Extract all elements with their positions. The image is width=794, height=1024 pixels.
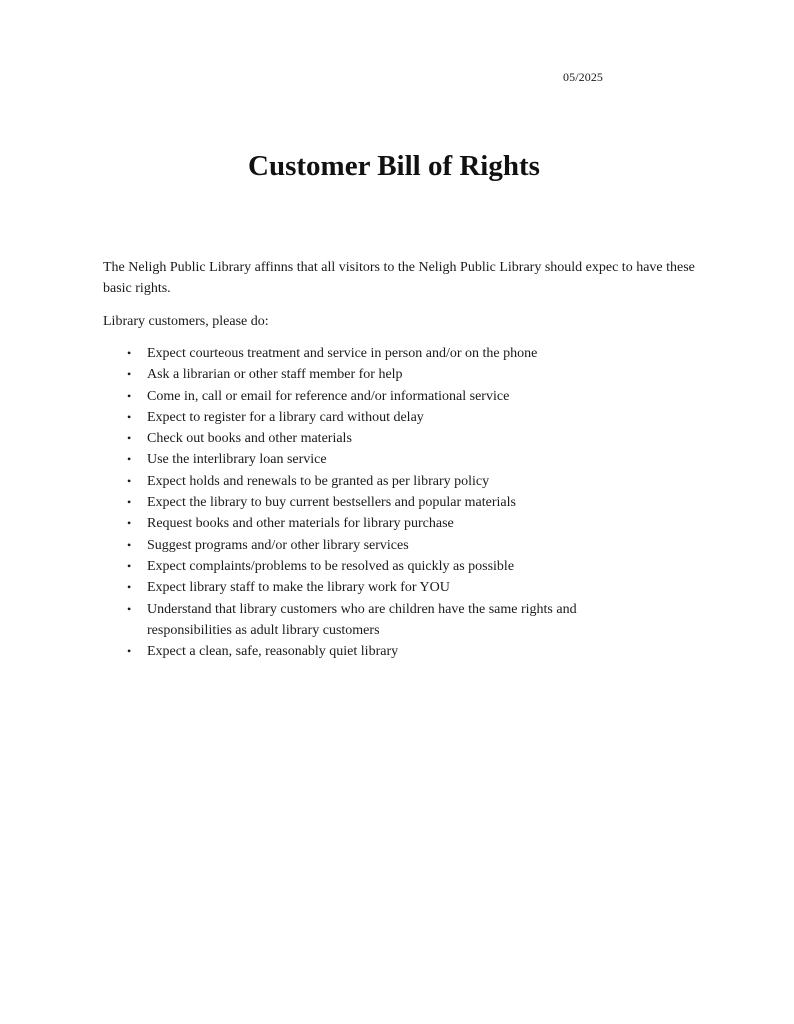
right-text: Expect to register for a library card without delay: [147, 409, 424, 425]
rights-list-item: [0, 513, 617, 534]
right-text: Request books and other materials for library purchase: [147, 516, 454, 532]
rights-list: [0, 343, 794, 662]
right-text: Expect a clean, safe, reasonably quiet library: [147, 644, 399, 660]
rights-list-item: [0, 471, 617, 492]
rights-list-item: [0, 343, 617, 364]
rights-list-item: [0, 407, 617, 428]
rights-list-item: [0, 556, 617, 577]
intro-paragraph: The Neligh Public Library affinns that all visitors to the Neligh Public Library should expec to have these basic rights.: [103, 260, 695, 296]
right-text: Understand that library customers who are children have the same rights and responsibilities as adult library customers: [147, 601, 577, 638]
rights-list-item: [0, 492, 617, 513]
rights-list-item: [0, 428, 617, 449]
document-title: Customer Bill of Rights: [248, 150, 540, 182]
right-text: Use the interlibrary loan service: [147, 452, 327, 468]
rights-list-item: [0, 449, 617, 470]
right-text: Suggest programs and/or other library services: [147, 537, 409, 553]
bullet-icon: •: [127, 558, 132, 573]
bullet-icon: •: [127, 601, 132, 616]
rights-list-item: [0, 599, 617, 642]
bullet-icon: •: [127, 537, 132, 552]
bullet-icon: •: [127, 452, 132, 467]
lead-in-text: Library customers, please do:: [103, 314, 269, 329]
right-text: Expect the library to buy current bestsellers and popular materials: [147, 495, 516, 511]
right-text: Check out books and other materials: [147, 431, 352, 447]
rights-list-item: [0, 535, 617, 556]
rights-list-item: [0, 364, 617, 385]
right-text: Come in, call or email for reference and/or informational service: [147, 388, 510, 404]
bullet-icon: •: [127, 495, 132, 510]
right-text: Expect courteous treatment and service in person and/or on the phone: [147, 346, 538, 361]
document-date: 05/2025: [563, 70, 604, 84]
right-text: Expect library staff to make the library work for YOU: [147, 580, 450, 596]
rights-list-item: [0, 641, 617, 662]
bullet-icon: •: [127, 644, 132, 659]
bullet-icon: •: [127, 367, 132, 382]
bullet-icon: •: [127, 580, 132, 595]
rights-list-item: [0, 386, 617, 407]
bullet-icon: •: [127, 516, 132, 531]
bullet-icon: •: [127, 388, 132, 403]
bullet-icon: •: [127, 431, 132, 446]
right-text: Ask a librarian or other staff member for help: [147, 367, 403, 383]
right-text: Expect holds and renewals to be granted as per library policy: [147, 473, 490, 489]
bullet-icon: •: [127, 346, 132, 360]
rights-list-item: [0, 577, 617, 598]
right-text: Expect complaints/problems to be resolved as quickly as possible: [147, 558, 515, 574]
bullet-icon: •: [127, 473, 132, 488]
bullet-icon: •: [127, 409, 132, 424]
